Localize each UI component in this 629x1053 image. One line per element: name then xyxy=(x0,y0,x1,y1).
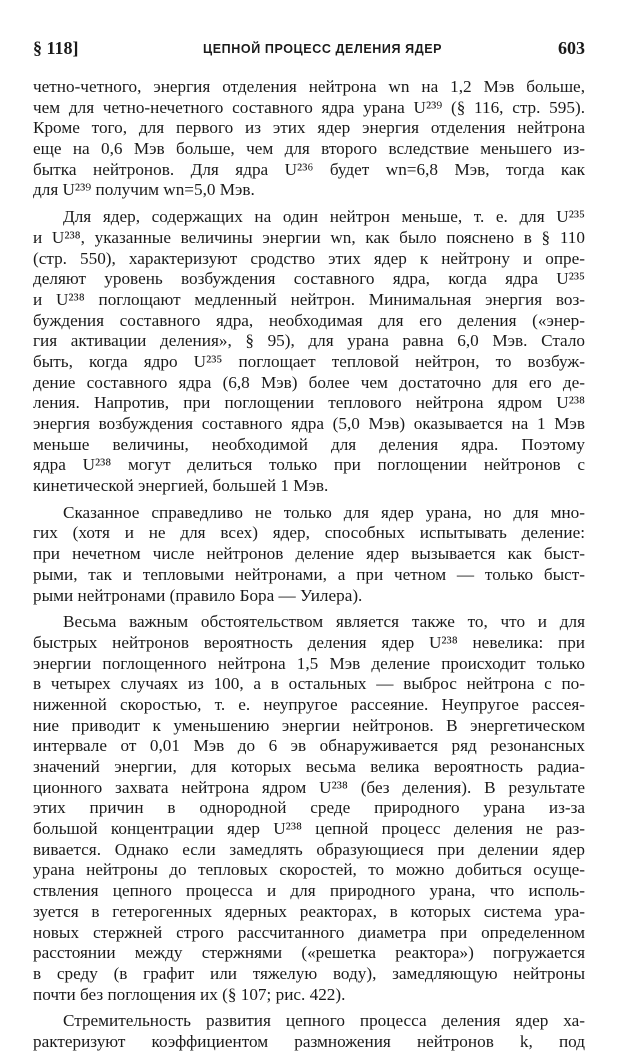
running-title: ЦЕПНОЙ ПРОЦЕСС ДЕЛЕНИЯ ЯДЕР xyxy=(203,42,443,56)
text-line: четно-четного, энергия отделения нейтрона wn на 1,2 Мэв больше, xyxy=(33,77,585,96)
text-line: Для ядер, содержащих на один нейтрон меньше, т. е. для U²³⁵ xyxy=(63,207,585,227)
text-line: чем для четно-нечетного составного ядра урана U²³⁹ (§ 116, стр. 595). xyxy=(33,97,585,117)
text-line: вивается. Однако если замедлять образующиеся при делении ядер xyxy=(33,839,585,859)
text-line: зуется в гетерогенных ядерных реакторах, в которых система ура- xyxy=(33,901,585,921)
text-line: при нечетном числе нейтронов деление ядер вызывается как быст- xyxy=(33,544,585,564)
paragraph xyxy=(33,503,585,606)
text-line: ционного захвата нейтрона ядром U²³⁸ (без деления). В результате xyxy=(33,777,585,797)
paragraph xyxy=(33,77,585,201)
text-line: новых стержней строго рассчитанного диаметра при определенном xyxy=(33,922,585,942)
text-line: быть, когда ядро U²³⁵ поглощает тепловой нейтрон, то возбуж- xyxy=(33,351,585,371)
text-line: рыми, так и тепловыми нейтронами, а при четном — только быст- xyxy=(33,564,585,584)
text-line: гих (хотя и не для всех) ядер, способных испытывать деление: xyxy=(33,523,585,543)
text-line: большой концентрации ядер U²³⁸ цепной процесс деления не раз- xyxy=(33,819,585,839)
page-header xyxy=(33,38,585,62)
text-line: и U²³⁸, указанные величины энергии wn, как было пояснено в § 110 xyxy=(33,227,585,247)
text-line: энергии поглощенного нейтрона 1,5 Мэв деление происходит только xyxy=(33,653,585,673)
text-line: энергия возбуждения составного ядра (5,0 Мэв) оказывается на 1 Мэв xyxy=(33,414,585,433)
text-line: ние приводит к уменьшению энергии нейтронов. В энергетическом xyxy=(33,715,585,735)
text-line: почти без поглощения их (§ 107; рис. 422). xyxy=(33,984,346,1004)
text-line: кинетической энергией, большей 1 Мэв. xyxy=(33,476,329,496)
text-line: ления. Напротив, при поглощении теплового нейтрона ядром U²³⁸ xyxy=(33,393,585,413)
paragraph xyxy=(33,612,585,1005)
page-body xyxy=(33,77,585,1053)
text-line: рактеризуют коэффициентом размножения нейтронов k, под xyxy=(33,1031,585,1051)
text-line: быстрых нейтронов вероятность деления ядер U²³⁸ невелика: при xyxy=(33,632,585,652)
text-line: деляют уровень возбуждения составного ядра, когда ядра U²³⁵ xyxy=(33,269,585,289)
text-line: урана нейтроны до тепловых скоростей, то можно добиться осуще- xyxy=(33,860,585,880)
paragraph xyxy=(33,1011,585,1052)
text-line: Сказанное справедливо не только для ядер урана, но для мно- xyxy=(63,502,585,522)
text-line: дение составного ядра (6,8 Мэв) более чем достаточно для его де- xyxy=(33,372,585,392)
text-line: и U²³⁸ поглощают медленный нейтрон. Минимальная энергия воз- xyxy=(33,289,585,309)
text-line: гия активации деления», § 95), для урана равна 6,0 Мэв. Стало xyxy=(33,331,585,351)
text-line: еще на 0,6 Мэв больше, чем для второго вследствие меньшего из- xyxy=(33,139,585,159)
text-line: бытка нейтронов. Для ядра U²³⁶ будет wn=6,8 Мэв, тогда как xyxy=(33,159,585,179)
text-line: Кроме того, для первого из этих ядер энергия отделения нейтрона xyxy=(33,118,585,138)
text-line: интервале от 0,01 Мэв до 6 эв обнаруживается ряд резонансных xyxy=(33,736,585,756)
text-line: меньше величины, необходимой для деления ядра. Поэтому xyxy=(33,434,585,454)
text-line: ниженной скоростью, т. е. неупругое рассеяние. Неупругое рассея- xyxy=(33,694,585,714)
text-line: (стр. 550), характеризуют сродство этих ядер к нейтрону и опре- xyxy=(33,248,585,268)
text-line: в четырех случаях из 100, а в остальных — выброс нейтрона с по- xyxy=(33,674,585,694)
text-line: Весьма важным обстоятельством является также то, что и для xyxy=(63,612,585,632)
text-line: в среду (в графит или тяжелую воду), замедляющую нейтроны xyxy=(33,963,585,983)
text-line: Стремительность развития цепного процесса деления ядер ха- xyxy=(63,1011,585,1031)
text-line: рыми нейтронами (правило Бора — Уилера). xyxy=(33,585,363,605)
section-number: § 118] xyxy=(33,38,79,58)
text-line: значений энергии, для которых весьма велика вероятность радиа- xyxy=(33,757,585,776)
paragraph xyxy=(33,207,585,497)
text-line: ствления цепного процесса и для природного урана, что исполь- xyxy=(33,881,585,901)
text-line: ядра U²³⁸ могут делиться только при поглощении нейтронов с xyxy=(33,455,585,475)
text-line: буждения составного ядра, необходимая для его деления («энер- xyxy=(33,310,585,330)
text-line: для U²³⁹ получим wn=5,0 Мэв. xyxy=(33,180,255,200)
text-line: расстоянии между стержнями («решетка реактора») погружается xyxy=(33,943,585,963)
page-number: 603 xyxy=(558,38,585,58)
text-line: этих причин в однородной среде природного урана из-за xyxy=(33,798,585,818)
